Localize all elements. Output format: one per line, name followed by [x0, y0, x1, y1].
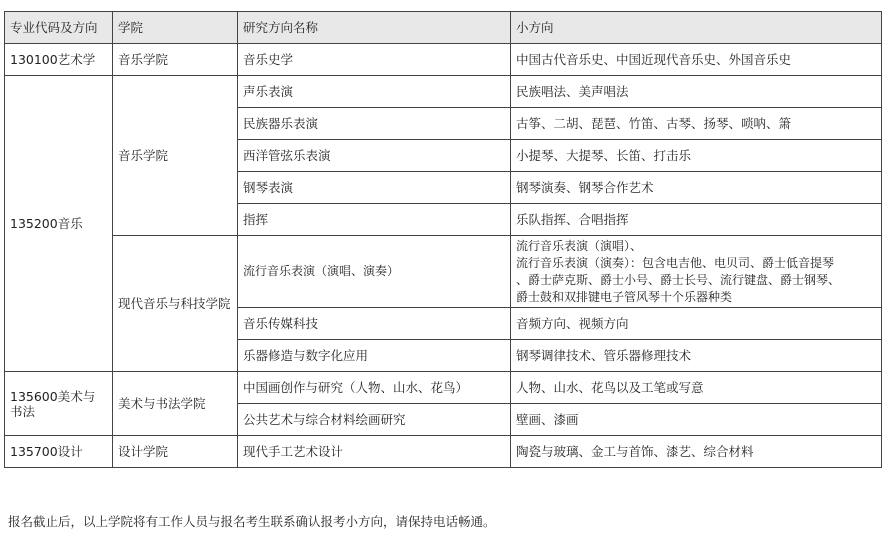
direction-cell: 指挥 [238, 204, 511, 236]
major-code-cell: 135700设计 [5, 436, 113, 468]
majors-table [4, 11, 882, 468]
sub-direction-cell: 小提琴、大提琴、长笛、打击乐 [511, 140, 882, 172]
direction-cell: 音乐传媒科技 [238, 308, 511, 340]
header-school: 学院 [113, 12, 238, 44]
table-row [5, 44, 882, 76]
major-code-cell: 135200音乐 [5, 76, 113, 372]
header-sub-direction: 小方向 [511, 12, 882, 44]
sub-direction-cell: 中国古代音乐史、中国近现代音乐史、外国音乐史 [511, 44, 882, 76]
direction-cell: 民族器乐表演 [238, 108, 511, 140]
footer-note: 报名截止后，以上学院将有工作人员与报名考生联系确认报考小方向，请保持电话畅通。 [8, 514, 496, 529]
school-cell: 设计学院 [113, 436, 238, 468]
sub-direction-line: 流行音乐表演（演唱）、 [516, 238, 643, 253]
sub-direction-cell: 古筝、二胡、琵琶、竹笛、古琴、扬琴、唢呐、箫 [511, 108, 882, 140]
table-row [5, 372, 882, 404]
direction-cell: 音乐史学 [238, 44, 511, 76]
direction-cell: 流行音乐表演（演唱、演奏） [238, 236, 511, 308]
school-cell: 音乐学院 [113, 76, 238, 236]
sub-direction-cell: 民族唱法、美声唱法 [511, 76, 882, 108]
table-row [5, 436, 882, 468]
direction-cell: 现代手工艺术设计 [238, 436, 511, 468]
major-code-cell: 135600美术与书法 [5, 372, 113, 436]
sub-direction-line: 、爵士萨克斯、爵士小号、爵士长号、流行键盘、爵士钢琴、 [516, 272, 841, 287]
sub-direction-cell: 人物、山水、花鸟以及工笔或写意 [511, 372, 882, 404]
sub-direction-cell: 乐队指挥、合唱指挥 [511, 204, 882, 236]
sub-direction-cell: 钢琴演奏、钢琴合作艺术 [511, 172, 882, 204]
major-code-cell: 130100艺术学 [5, 44, 113, 76]
sub-direction-cell: 钢琴调律技术、管乐器修理技术 [511, 340, 882, 372]
sub-direction-cell: 壁画、漆画 [511, 404, 882, 436]
school-cell: 音乐学院 [113, 44, 238, 76]
sub-direction-line: 爵士鼓和双排键电子管风琴十个乐器种类 [516, 289, 733, 304]
direction-cell: 乐器修造与数字化应用 [238, 340, 511, 372]
sub-direction-cell: 陶瓷与玻璃、金工与首饰、漆艺、综合材料 [511, 436, 882, 468]
school-cell: 美术与书法学院 [113, 372, 238, 436]
direction-cell: 公共艺术与综合材料绘画研究 [238, 404, 511, 436]
table-row [5, 76, 882, 108]
sub-direction-cell: 音频方向、视频方向 [511, 308, 882, 340]
direction-cell: 钢琴表演 [238, 172, 511, 204]
school-cell: 现代音乐与科技学院 [113, 236, 238, 372]
header-research-direction: 研究方向名称 [238, 12, 511, 44]
table-header-row [5, 12, 882, 44]
direction-cell: 声乐表演 [238, 76, 511, 108]
direction-cell: 中国画创作与研究（人物、山水、花鸟） [238, 372, 511, 404]
header-major-code: 专业代码及方向 [5, 12, 113, 44]
sub-direction-cell [511, 236, 882, 308]
table-row [5, 236, 882, 308]
direction-cell: 西洋管弦乐表演 [238, 140, 511, 172]
sub-direction-line: 流行音乐表演（演奏）：包含电吉他、电贝司、爵士低音提琴 [516, 255, 835, 270]
